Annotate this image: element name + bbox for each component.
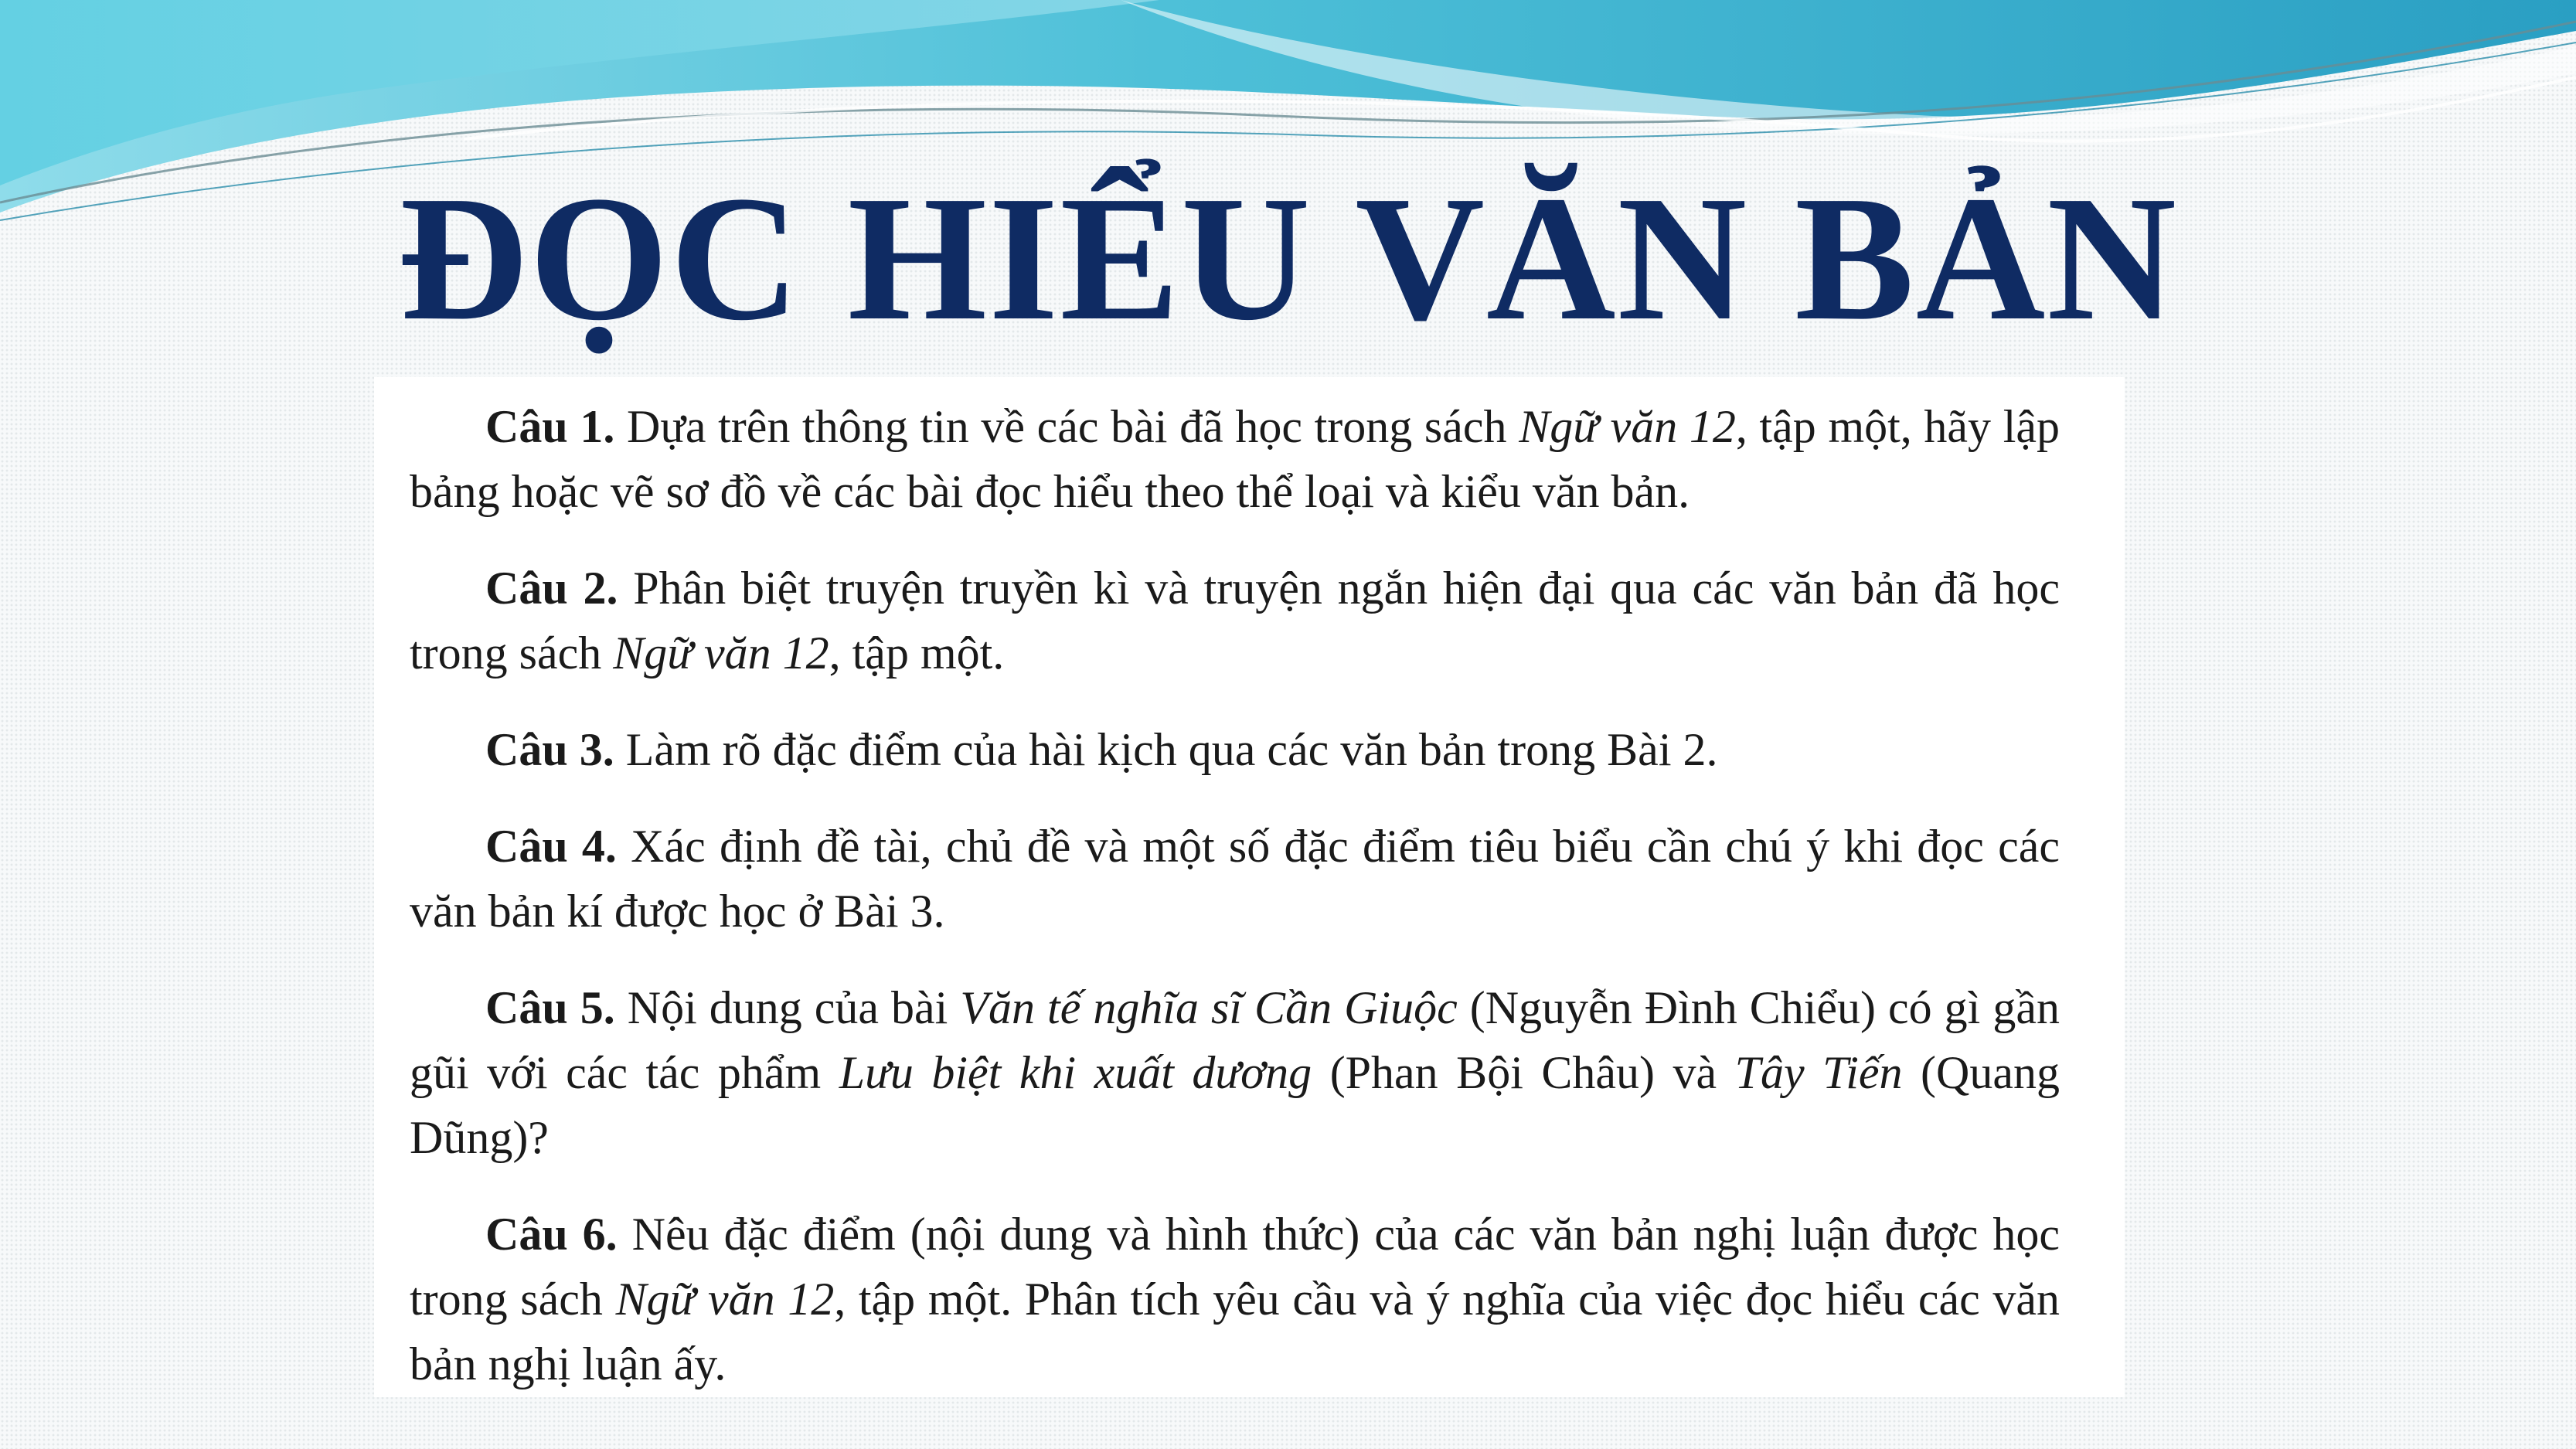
question-list: [410, 394, 2060, 1428]
question-text: , tập một. Phân tích yêu cầu và ý nghĩa của việc đọc hiểu các văn bản nghị luận ấy.: [410, 1274, 2060, 1389]
slide-title: ĐỌC HIỂU VĂN BẢN: [398, 159, 2178, 358]
question-item: [410, 1202, 2060, 1396]
book-title: Lưu biệt khi xuất dương: [839, 1047, 1312, 1098]
question-label: Câu 2.: [485, 563, 618, 614]
question-label: Câu 5.: [485, 982, 615, 1033]
question-label: Câu 1.: [485, 401, 615, 452]
question-text: (Phan Bội Châu) và: [1312, 1047, 1735, 1098]
question-text: Nêu đặc điểm (nội dung và hình thức) của các văn bản nghị luận được học trong sách: [410, 1209, 2060, 1325]
book-title: Tây Tiến: [1734, 1047, 1903, 1098]
question-item: [410, 814, 2060, 944]
question-text: Nội dung của bài: [614, 982, 961, 1033]
question-text: Dựa trên thông tin về các bài đã học trong sách: [614, 401, 1519, 452]
book-title: Ngữ văn 12: [615, 1274, 835, 1325]
question-item: [410, 556, 2060, 685]
question-label: Câu 6.: [485, 1209, 618, 1260]
question-text: Làm rõ đặc điểm của hài kịch qua các văn bản trong Bài 2.: [614, 724, 1718, 775]
question-item: [410, 717, 2060, 782]
question-label: Câu 3.: [485, 724, 614, 775]
book-title: Văn tế nghĩa sĩ Cần Giuộc: [960, 982, 1458, 1033]
question-label: Câu 4.: [485, 821, 617, 872]
question-text-panel: [374, 377, 2125, 1397]
book-title: Ngữ văn 12: [1519, 401, 1736, 452]
question-item: [410, 394, 2060, 524]
question-item: [410, 975, 2060, 1170]
question-text: (Quang Dũng)?: [410, 1047, 2060, 1163]
question-text: (Nguyễn Đình Chiểu) có gì gần gũi với các tác phẩm: [410, 982, 2060, 1098]
question-text: Phân biệt truyện truyền kì và truyện ngắn hiện đại qua các văn bản đã học trong sách: [410, 563, 2060, 679]
book-title: Ngữ văn 12: [613, 628, 829, 679]
question-text: , tập một, hãy lập bảng hoặc vẽ sơ đồ về các bài đọc hiểu theo thể loại và kiểu văn bản.: [410, 401, 2060, 517]
question-text: Xác định đề tài, chủ đề và một số đặc điểm tiêu biểu cần chú ý khi đọc các văn bản kí được học ở Bài 3.: [410, 821, 2060, 937]
question-text: , tập một.: [829, 628, 1005, 679]
